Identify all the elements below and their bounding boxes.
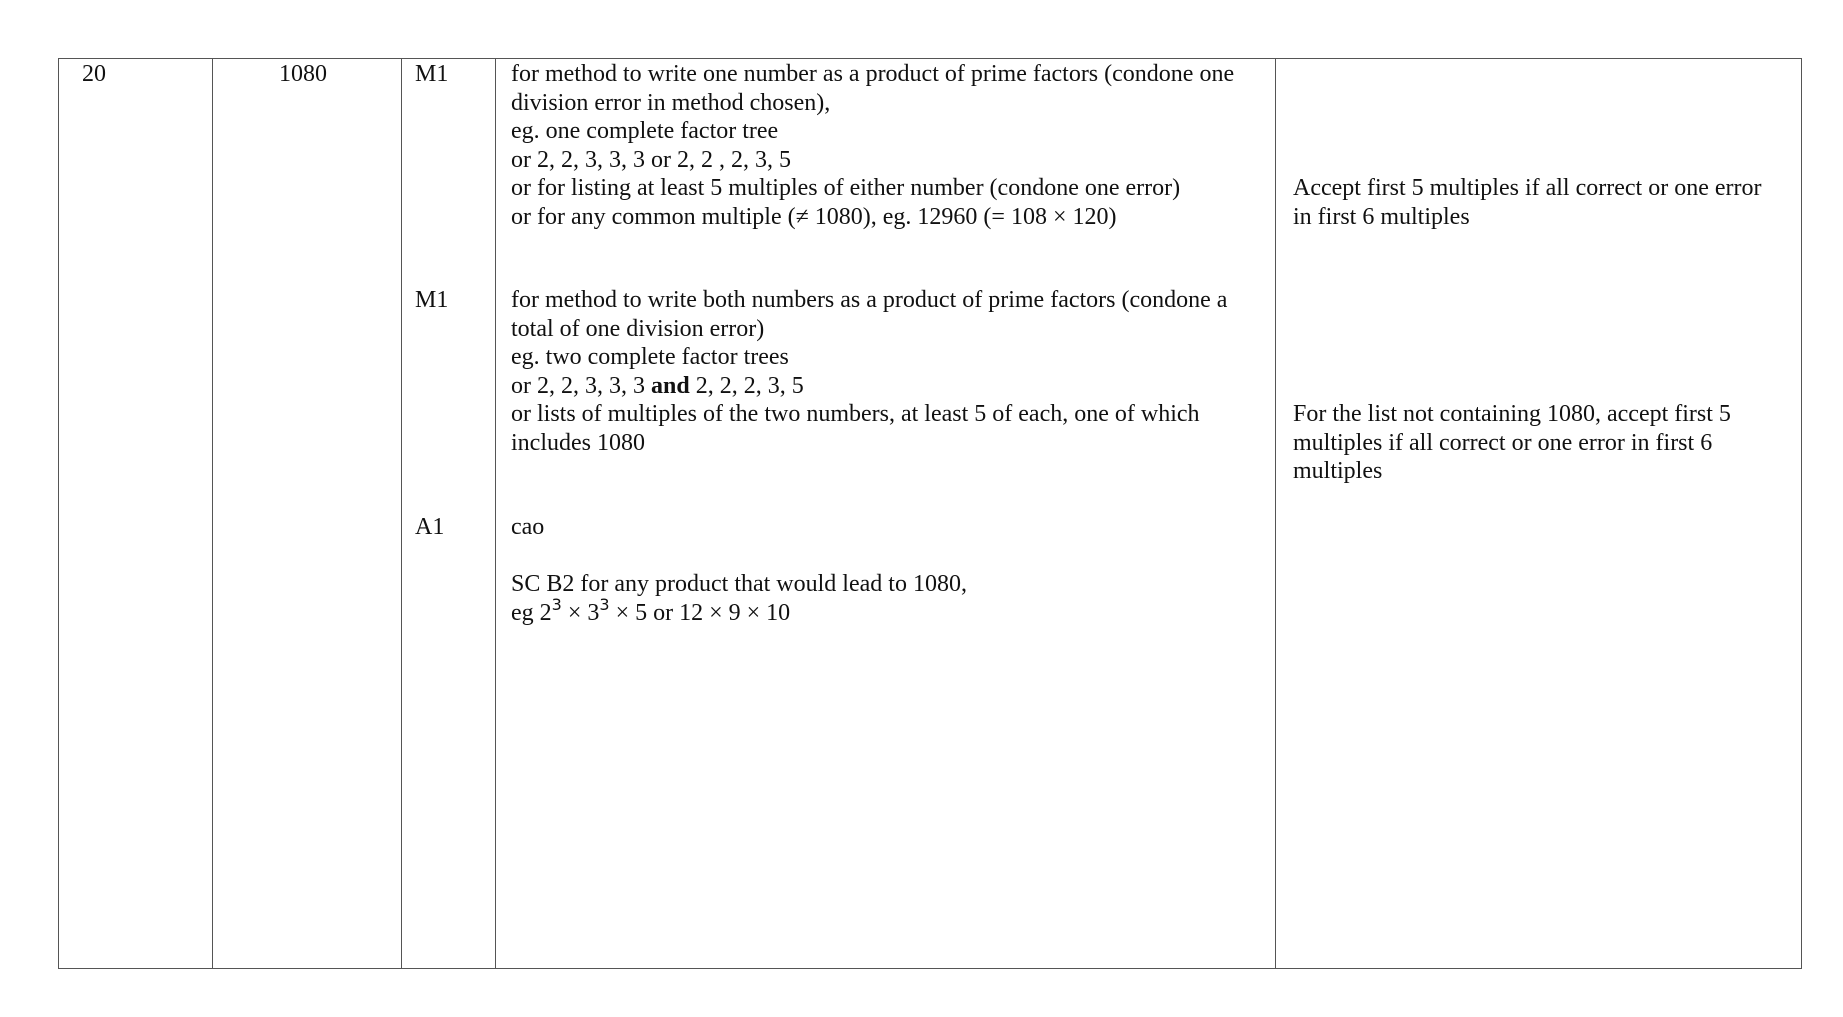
eg-part: eg 2 [511, 599, 552, 626]
guidance-line: or 2, 2, 3, 3, 3 or 2, 2 , 2, 3, 5 [511, 146, 791, 173]
guidance-line: eg. one complete factor tree [511, 118, 779, 144]
guidance-line: eg. two complete factor trees [511, 344, 789, 370]
guidance-line: total of one division error) [511, 315, 765, 342]
column-divider [401, 59, 402, 968]
notes-line: multiples [1293, 458, 1383, 484]
notes-line: Accept first 5 multiples if all correct or one error [1293, 175, 1762, 201]
column-divider [212, 59, 213, 968]
guidance-line [511, 594, 967, 628]
guidance-text-part: 2, 2, 2, 3, 5 [689, 372, 804, 399]
guidance-line: for method to write one number as a product of prime factors (condone one [511, 61, 1235, 87]
guidance-text-part: or 2, 2, 3, 3, 3 [511, 372, 651, 399]
additional-guidance [1293, 400, 1793, 486]
guidance-text [511, 286, 1227, 457]
guidance-line: or for listing at least 5 multiples of either number (condone one error) [511, 175, 1181, 201]
column-divider [495, 59, 496, 968]
guidance-line: for method to write both numbers as a product of prime factors (condone a [511, 287, 1228, 313]
exponent: 3 [551, 594, 562, 614]
eg-part: × 5 or 12 × 9 × 10 [609, 599, 791, 626]
guidance-line: or lists of multiples of the two numbers, at least 5 of each, one of which [511, 401, 1200, 427]
column-divider [1275, 59, 1276, 968]
guidance-line: SC B2 for any product that would lead to 1080, [511, 571, 967, 597]
guidance-text [511, 60, 1234, 231]
notes-line: For the list not containing 1080, accept first 5 [1293, 401, 1731, 427]
mark-code: A1 [415, 514, 445, 540]
guidance-line: division error in method chosen), [511, 89, 831, 116]
additional-guidance [1293, 174, 1793, 231]
notes-line: in first 6 multiples [1293, 203, 1470, 230]
bold-and: and [651, 372, 690, 399]
mark-code: M1 [415, 287, 449, 313]
eg-part: × 3 [561, 599, 600, 626]
guidance-line: cao [511, 514, 545, 540]
mark-code: M1 [415, 61, 449, 87]
notes-line: multiples if all correct or one error in first 6 [1293, 429, 1713, 456]
exponent: 3 [599, 594, 610, 614]
answer-value: 1080 [279, 61, 327, 87]
guidance-line: includes 1080 [511, 429, 645, 456]
guidance-line [511, 372, 1227, 401]
question-number: 20 [82, 61, 106, 87]
special-case-text [511, 570, 967, 627]
guidance-line: or for any common multiple (≠ 1080), eg. 12960 (= 108 × 120) [511, 203, 1117, 230]
guidance-text [511, 513, 544, 542]
mark-scheme-table [58, 58, 1802, 969]
